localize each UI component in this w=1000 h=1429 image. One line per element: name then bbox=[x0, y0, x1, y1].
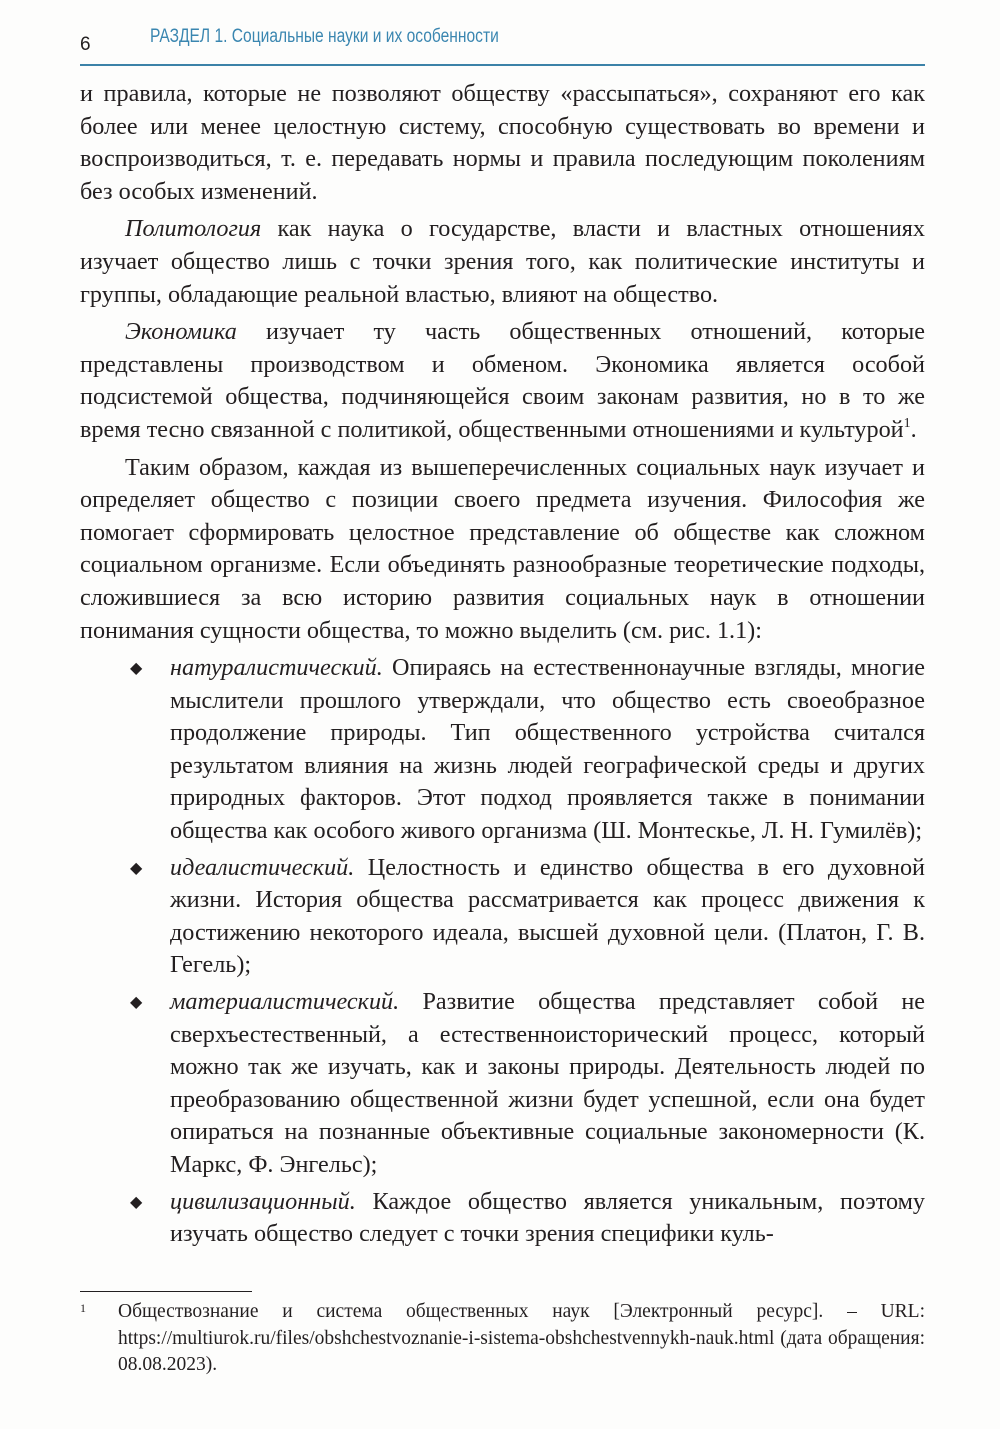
footnote-reference: 1 bbox=[903, 415, 911, 431]
paragraph bbox=[80, 213, 925, 311]
list-item bbox=[80, 986, 925, 1182]
footnote-text: Обществознание и система общественных наук [Электронный ресурс]. – URL: https://multiurok.ru/files/obshchestvoznanie-i-sistema-obshchestvennykh-nauk.html (дата обращения: 08.08.2023). bbox=[118, 1301, 925, 1375]
page-number: 6 bbox=[80, 34, 91, 55]
paragraph bbox=[80, 78, 925, 208]
term-economics: Экономика bbox=[125, 318, 237, 346]
approach-term: материалистический. bbox=[170, 988, 400, 1016]
page-header bbox=[80, 24, 925, 66]
approach-text: Каждое общество является уникальным, поэтому изучать общество следует с точки зрения специфики куль- bbox=[170, 1187, 925, 1248]
approach-term: цивилизационный. bbox=[170, 1187, 356, 1215]
paragraph-text: и правила, которые не позволяют обществу «рассыпаться», сохраняют его как более или менее целостную систему, способную существовать во времени и воспроизводиться, т. е. передавать нормы и правила последующим поколениям без особых изменений. bbox=[80, 80, 925, 205]
main-text bbox=[80, 78, 925, 1255]
diamond-bullet-icon: ◆ bbox=[130, 1191, 143, 1211]
diamond-bullet-icon: ◆ bbox=[130, 658, 143, 678]
list-item bbox=[80, 652, 925, 848]
list-item bbox=[80, 852, 925, 982]
approaches-list bbox=[80, 652, 925, 1251]
diamond-bullet-icon: ◆ bbox=[130, 992, 143, 1012]
running-title: РАЗДЕЛ 1. Социальные науки и их особенности bbox=[150, 26, 499, 47]
footnote bbox=[80, 1299, 925, 1379]
approach-text: Опираясь на естественнонаучные взгляды, многие мыслители прошлого утверждали, что общество есть своеобразное продолжение природы. Тип общественного устройства считался результатом влияния на жизнь людей географической среды и других природных факторов. Этот подход проявляется также в понимании общества как особого живого организма (Ш. Монтескье, Л. Н. Гумилёв); bbox=[170, 654, 925, 845]
term-politology: Политология bbox=[125, 215, 262, 243]
footnote-mark: 1 bbox=[80, 1301, 86, 1315]
approach-term: идеалистический. bbox=[170, 853, 355, 881]
approach-term: натуралистический. bbox=[170, 654, 383, 682]
paragraph-text: Таким образом, каждая из вышеперечисленных социальных наук изучает и определяет общество с позиции своего предмета изучения. Философия же помогает сформировать целостное представление об обществе как сложном социальном организме. Если объединять разнообразные теоретические подходы, сложившиеся за всю историю развития социальных наук в отношении понимания сущности общества, то можно выделить (см. рис. 1.1): bbox=[80, 453, 925, 644]
list-item bbox=[80, 1186, 925, 1251]
paragraph-text: как наука о государстве, власти и властных отношениях изучает общество лишь с точки зрения того, как политические институты и группы, обладающие реальной властью, влияют на общество. bbox=[80, 215, 925, 308]
paragraph bbox=[80, 452, 925, 648]
approach-text: Развитие общества представляет собой не сверхъестественный, а естественноисторический процесс, который можно так же изучать, как и законы природы. Деятельность людей по преобразованию общественной жизни будет успешной, если она будет опираться на познанные объективные социальные закономерности (К. Маркс, Ф. Энгельс); bbox=[170, 988, 925, 1178]
paragraph-end: . bbox=[910, 415, 917, 443]
approach-text: Целостность и единство общества в его духовной жизни. История общества рассматривается как процесс движения к достижению некоторого идеала, высшей духовной цели. (Платон, Г. В. Гегель); bbox=[170, 853, 925, 979]
paragraph bbox=[80, 316, 925, 446]
diamond-bullet-icon: ◆ bbox=[130, 857, 143, 877]
paragraph-text: изучает ту часть общественных отношений, которые представлены производством и обменом. Экономика является особой подсистемой общества, подчиняющейся своим законам развития, но в то же время тесно связанной с политикой, общественными отношениями и культурой bbox=[80, 318, 925, 443]
footnote-divider bbox=[80, 1291, 252, 1292]
